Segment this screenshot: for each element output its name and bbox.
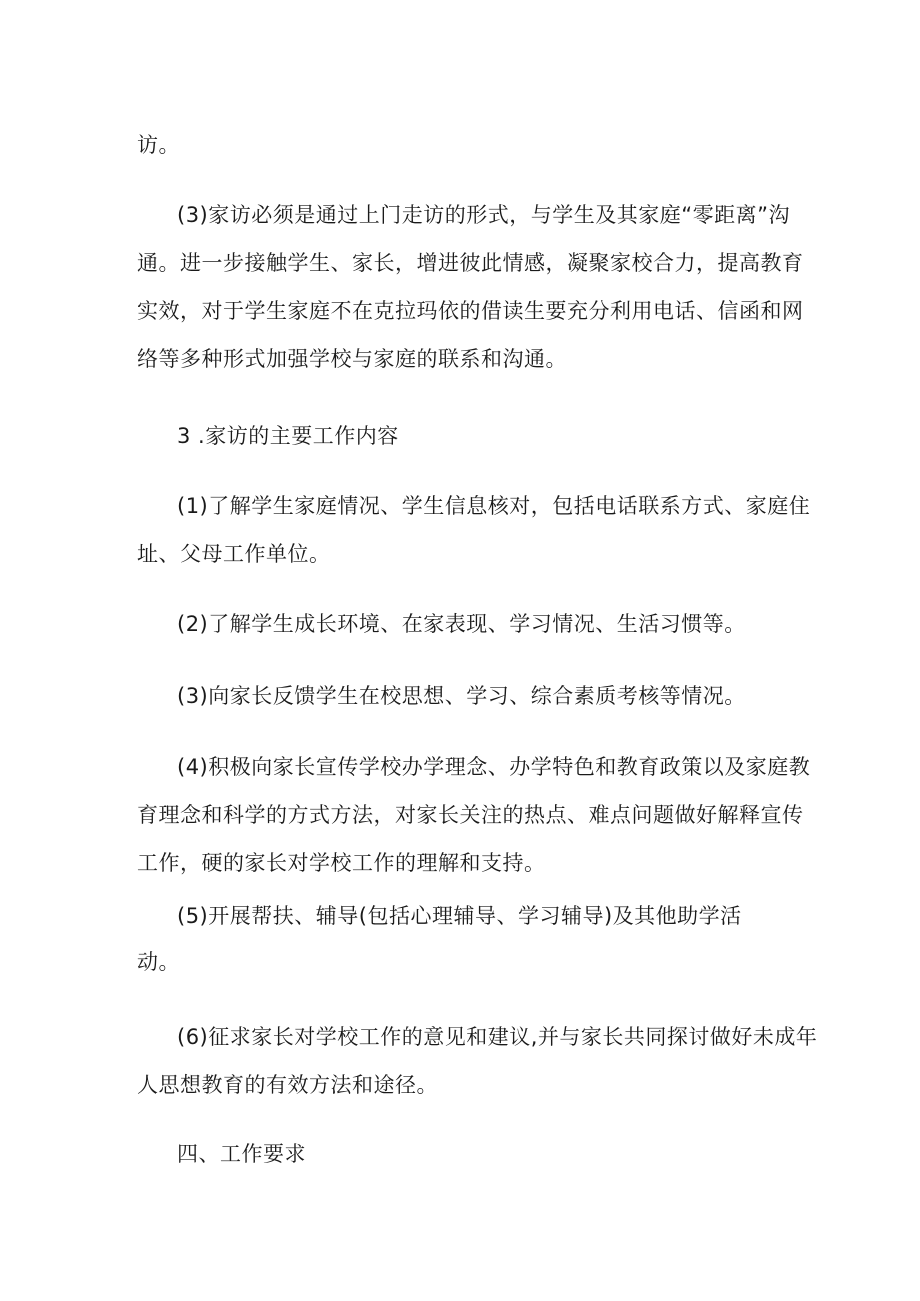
- section-heading: 四、工作要求: [177, 1142, 306, 1166]
- text-line: 人思想教育的有效方法和途径。: [137, 1073, 438, 1097]
- section-heading: 3 .家访的主要工作内容: [177, 424, 399, 448]
- text-line: 动。: [137, 950, 180, 974]
- text-line: 育理念和科学的方式方法，对家长关注的热点、难点问题做好解释宣传: [137, 803, 804, 827]
- text-line: 实效，对于学生家庭不在克拉玛依的借读生要充分利用电话、信函和网: [137, 299, 804, 323]
- text-line: 通。进一步接触学生、家长，增进彼此情感，凝聚家校合力，提高教育: [137, 251, 804, 275]
- text-line: 访。: [137, 133, 180, 157]
- text-line: (5)开展帮扶、辅导(包括心理辅导、学习辅导)及其他助学活: [177, 904, 742, 928]
- text-line: 址、父母工作单位。: [137, 542, 331, 566]
- text-line: (3)家访必须是通过上门走访的形式，与学生及其家庭“零距离”沟: [177, 203, 791, 227]
- text-line: (1)了解学生家庭情况、学生信息核对，包括电话联系方式、家庭住: [177, 494, 811, 518]
- text-line: 工作，硬的家长对学校工作的理解和支持。: [137, 851, 546, 875]
- text-line: (3)向家长反馈学生在校思想、学习、综合素质考核等情况。: [177, 684, 746, 708]
- text-line: (4)积极向家长宣传学校办学理念、办学特色和教育政策以及家庭教: [177, 755, 811, 779]
- text-line: 络等多种形式加强学校与家庭的联系和沟通。: [137, 347, 567, 371]
- text-line: (6)征求家长对学校工作的意见和建议,并与家长共同探讨做好未成年: [177, 1025, 818, 1049]
- text-line: (2)了解学生成长环境、在家表现、学习情况、生活习惯等。: [177, 612, 746, 636]
